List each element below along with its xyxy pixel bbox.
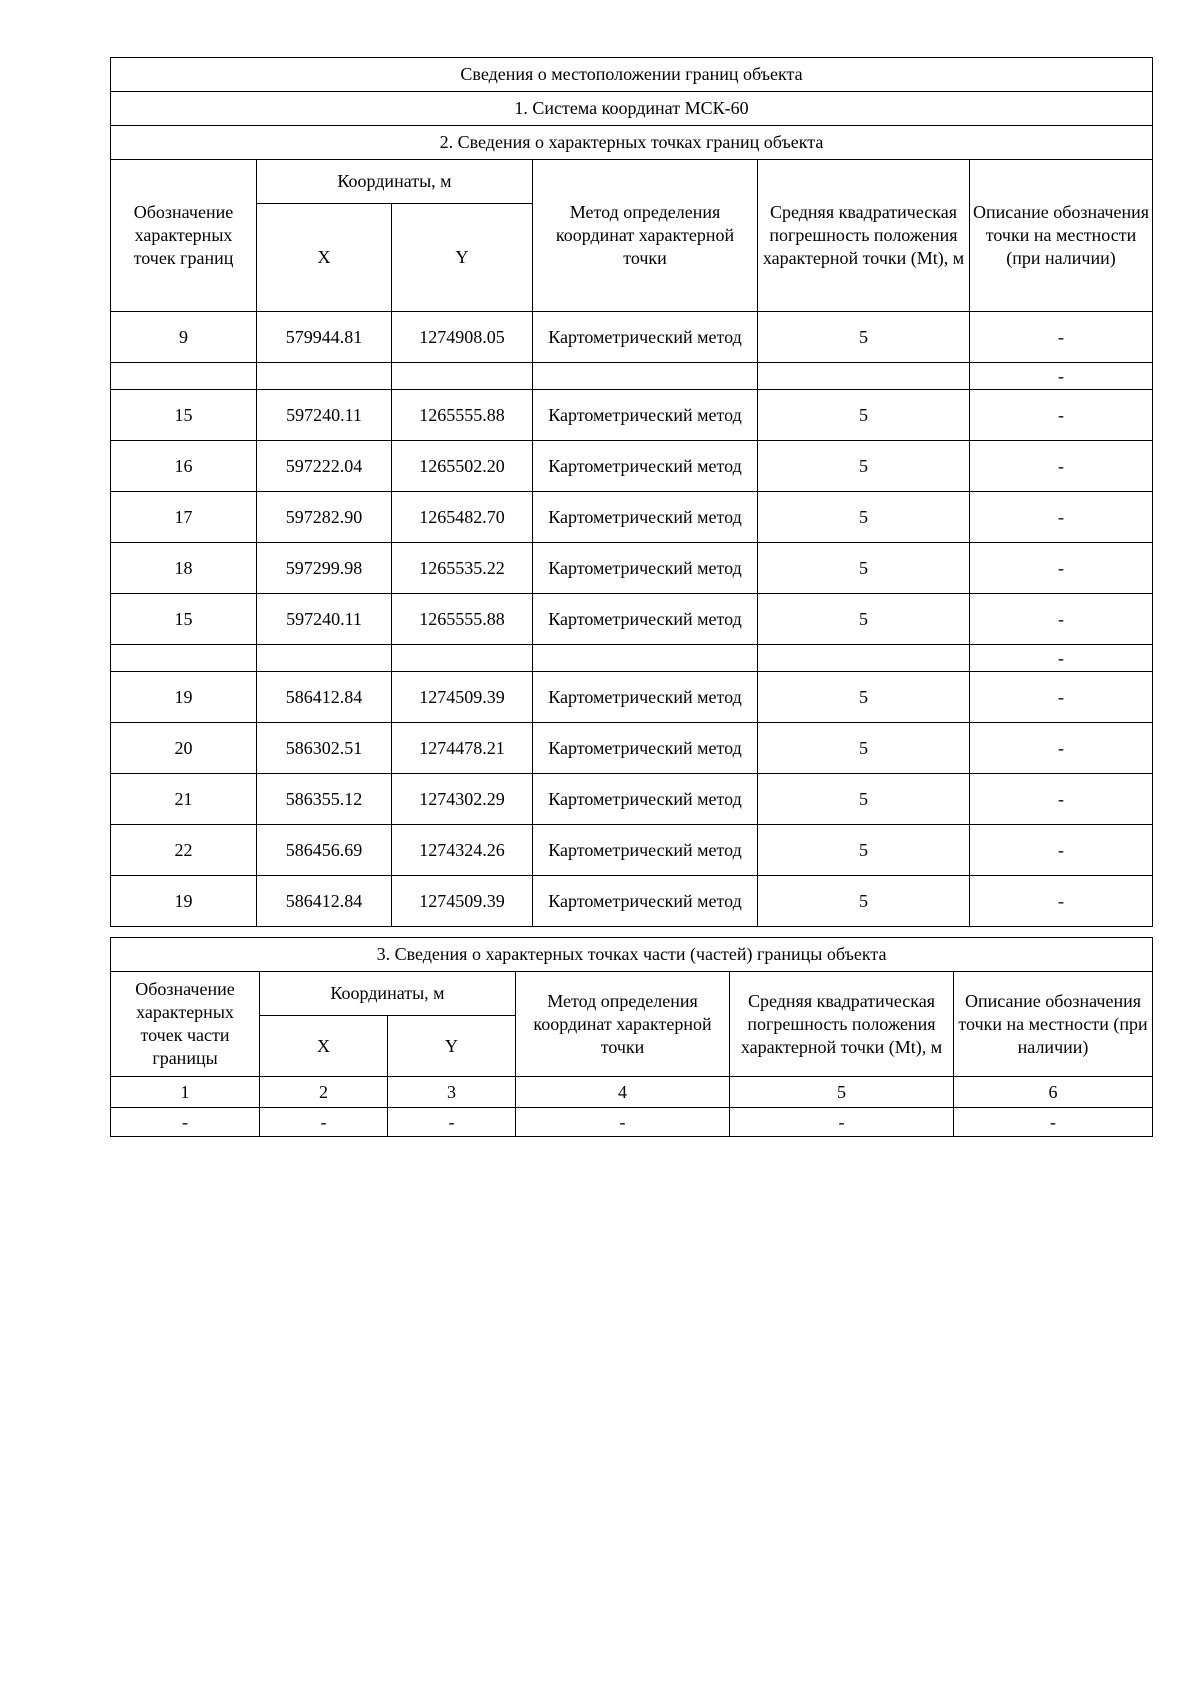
method-cell: Картометрический метод — [533, 543, 758, 594]
method-cell — [533, 363, 758, 390]
point-cell: 19 — [111, 876, 257, 927]
part-col-y-header: Y — [388, 1016, 516, 1077]
y-cell: 1265502.20 — [392, 441, 533, 492]
method-cell: Картометрический метод — [533, 594, 758, 645]
table-row — [111, 363, 1153, 390]
table-row — [111, 492, 1153, 543]
desc-cell: - — [970, 441, 1153, 492]
desc-cell: - — [970, 645, 1153, 672]
point-cell: 16 — [111, 441, 257, 492]
desc-cell: - — [970, 543, 1153, 594]
y-cell: 1274908.05 — [392, 312, 533, 363]
desc-cell: - — [970, 723, 1153, 774]
table-row — [111, 594, 1153, 645]
col-desc-header: Описание обозначения точки на местности (при наличии) — [970, 160, 1153, 312]
x-cell: 579944.81 — [257, 312, 392, 363]
col-number: 1 — [111, 1077, 260, 1108]
y-cell: 1274302.29 — [392, 774, 533, 825]
method-cell: Картометрический метод — [533, 390, 758, 441]
col-number: 5 — [730, 1077, 954, 1108]
part-col-method-header: Метод определения координат характерной точки — [516, 972, 730, 1077]
point-cell: 20 — [111, 723, 257, 774]
point-cell: 17 — [111, 492, 257, 543]
x-cell: 597299.98 — [257, 543, 392, 594]
y-cell — [392, 645, 533, 672]
y-cell: 1265555.88 — [392, 594, 533, 645]
y-cell: 1274478.21 — [392, 723, 533, 774]
x-cell: 597222.04 — [257, 441, 392, 492]
col-number: 6 — [954, 1077, 1153, 1108]
point-cell: 15 — [111, 390, 257, 441]
error-cell: 5 — [758, 441, 970, 492]
error-cell: 5 — [758, 825, 970, 876]
desc-cell: - — [970, 774, 1153, 825]
desc-cell: - — [970, 594, 1153, 645]
coordinate-system-title: 1. Система координат МСК-60 — [111, 92, 1153, 126]
y-cell: 1265555.88 — [392, 390, 533, 441]
y-cell: 1274509.39 — [392, 672, 533, 723]
y-cell — [392, 363, 533, 390]
error-cell: 5 — [758, 492, 970, 543]
error-cell: 5 — [758, 390, 970, 441]
empty-cell: - — [954, 1108, 1153, 1137]
error-cell: 5 — [758, 723, 970, 774]
error-cell: 5 — [758, 312, 970, 363]
table-row — [111, 774, 1153, 825]
x-cell: 586456.69 — [257, 825, 392, 876]
table-row — [111, 825, 1153, 876]
point-cell — [111, 645, 257, 672]
col-number: 3 — [388, 1077, 516, 1108]
part-col-point-header: Обозначение характерных точек части границы — [111, 972, 260, 1077]
y-cell: 1265482.70 — [392, 492, 533, 543]
part-col-error-header: Средняя квадратическая погрешность положения характерной точки (Mt), м — [730, 972, 954, 1077]
error-cell — [758, 645, 970, 672]
error-cell: 5 — [758, 672, 970, 723]
part-col-desc-header: Описание обозначения точки на местности (при наличии) — [954, 972, 1153, 1077]
point-cell: 18 — [111, 543, 257, 594]
section3-title: 3. Сведения о характерных точках части (частей) границы объекта — [111, 938, 1153, 972]
method-cell: Картометрический метод — [533, 312, 758, 363]
desc-cell: - — [970, 825, 1153, 876]
table-row — [111, 390, 1153, 441]
desc-cell: - — [970, 876, 1153, 927]
y-cell: 1274324.26 — [392, 825, 533, 876]
col-number: 4 — [516, 1077, 730, 1108]
table-row — [111, 645, 1153, 672]
x-cell: 586412.84 — [257, 876, 392, 927]
col-method-header: Метод определения координат характерной точки — [533, 160, 758, 312]
col-number: 2 — [260, 1077, 388, 1108]
method-cell: Картометрический метод — [533, 672, 758, 723]
part-col-coords-header: Координаты, м — [260, 972, 516, 1016]
method-cell: Картометрический метод — [533, 441, 758, 492]
x-cell: 586355.12 — [257, 774, 392, 825]
method-cell: Картометрический метод — [533, 774, 758, 825]
point-cell: 21 — [111, 774, 257, 825]
table-row — [111, 723, 1153, 774]
col-y-header: Y — [392, 204, 533, 312]
point-cell: 9 — [111, 312, 257, 363]
boundary-points-table — [110, 57, 1153, 927]
empty-cell: - — [260, 1108, 388, 1137]
error-cell — [758, 363, 970, 390]
table-row — [111, 876, 1153, 927]
error-cell: 5 — [758, 594, 970, 645]
empty-cell: - — [730, 1108, 954, 1137]
x-cell — [257, 645, 392, 672]
desc-cell: - — [970, 672, 1153, 723]
point-cell: 22 — [111, 825, 257, 876]
method-cell: Картометрический метод — [533, 825, 758, 876]
x-cell — [257, 363, 392, 390]
point-cell: 19 — [111, 672, 257, 723]
point-cell: 15 — [111, 594, 257, 645]
x-cell: 597282.90 — [257, 492, 392, 543]
part-col-x-header: X — [260, 1016, 388, 1077]
empty-cell: - — [516, 1108, 730, 1137]
table-row — [111, 543, 1153, 594]
desc-cell: - — [970, 363, 1153, 390]
table-row — [111, 312, 1153, 363]
empty-cell: - — [388, 1108, 516, 1137]
method-cell — [533, 645, 758, 672]
y-cell: 1265535.22 — [392, 543, 533, 594]
y-cell: 1274509.39 — [392, 876, 533, 927]
empty-cell: - — [111, 1108, 260, 1137]
col-error-header: Средняя квадратическая погрешность положения характерной точки (Mt), м — [758, 160, 970, 312]
method-cell: Картометрический метод — [533, 723, 758, 774]
error-cell: 5 — [758, 543, 970, 594]
section2-title: 2. Сведения о характерных точках границ объекта — [111, 126, 1153, 160]
desc-cell: - — [970, 312, 1153, 363]
error-cell: 5 — [758, 876, 970, 927]
col-coords-header: Координаты, м — [257, 160, 533, 204]
col-x-header: X — [257, 204, 392, 312]
x-cell: 586412.84 — [257, 672, 392, 723]
method-cell: Картометрический метод — [533, 876, 758, 927]
desc-cell: - — [970, 492, 1153, 543]
document-heading: Сведения о местоположении границ объекта — [111, 58, 1153, 92]
col-point-header: Обозначение характерных точек границ — [111, 160, 257, 312]
x-cell: 586302.51 — [257, 723, 392, 774]
table-row — [111, 672, 1153, 723]
x-cell: 597240.11 — [257, 594, 392, 645]
table-row — [111, 441, 1153, 492]
method-cell: Картометрический метод — [533, 492, 758, 543]
part-boundary-points-table — [110, 937, 1153, 1137]
x-cell: 597240.11 — [257, 390, 392, 441]
error-cell: 5 — [758, 774, 970, 825]
point-cell — [111, 363, 257, 390]
desc-cell: - — [970, 390, 1153, 441]
